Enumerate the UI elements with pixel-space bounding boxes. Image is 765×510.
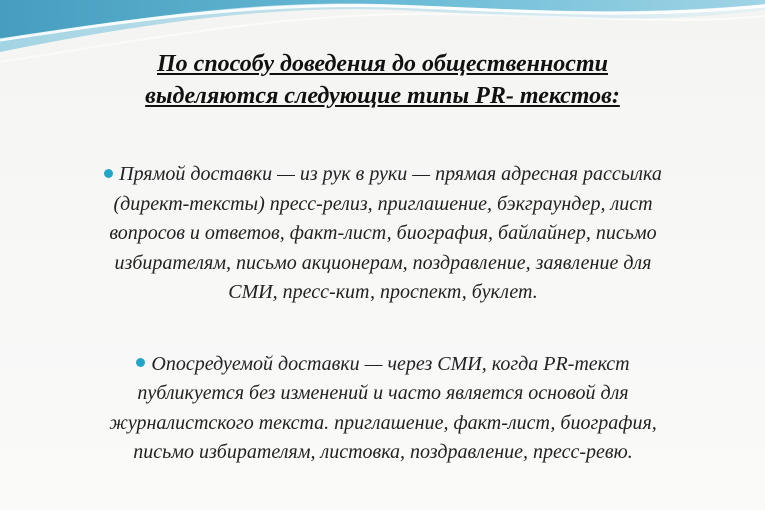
bullet-line: избирателям, письмо акционерам, поздравление, заявление для	[114, 251, 652, 274]
title-line: выделяются следующие типы PR- текстов:	[145, 83, 620, 109]
bullet-mediated-delivery	[38, 350, 728, 468]
bullet-line-text: Опосредуемой доставки — через СМИ, когда PR-текст	[151, 352, 630, 375]
slide-title	[20, 48, 745, 112]
title-line: По способу доведения до общественности	[157, 51, 608, 77]
bullet-dot-icon	[104, 169, 113, 178]
bullet-list	[38, 160, 728, 468]
bullet-line: СМИ, пресс-кит, проспект, буклет.	[228, 281, 538, 303]
bullet-direct-delivery	[38, 160, 728, 308]
bullet-line	[38, 350, 728, 380]
bullet-dot-icon	[136, 358, 145, 367]
bullet-line	[38, 160, 728, 190]
bullet-line: (директ-тексты) пресс-релиз, приглашение, бэкграундер, лист	[113, 192, 653, 215]
bullet-line: письмо избирателям, листовка, поздравление, пресс-ревю.	[133, 441, 633, 463]
bullet-line-text: Прямой доставки — из рук в руки — прямая адресная рассылка	[119, 163, 662, 185]
bullet-line: журналистского текста. приглашение, факт-лист, биография,	[109, 411, 657, 434]
bullet-line: вопросов и ответов, факт-лист, биография, байлайнер, письмо	[109, 222, 657, 244]
bullet-line: публикуется без изменений и часто является основой для	[137, 382, 629, 404]
